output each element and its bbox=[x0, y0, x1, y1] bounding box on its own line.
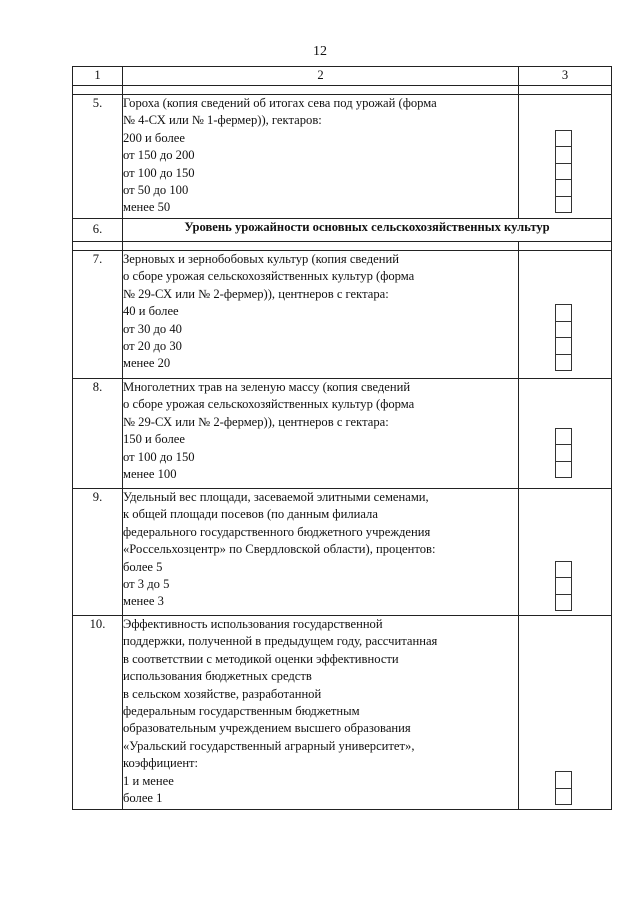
text-line: о сборе урожая сельскохозяйственных культур (форма bbox=[123, 269, 415, 284]
text-line: № 29-СХ или № 2-фермер)), центнеров с гектара: bbox=[123, 414, 389, 429]
checkbox[interactable] bbox=[555, 461, 572, 478]
text-line: Эффективность использования государственной bbox=[123, 617, 383, 631]
checkbox[interactable] bbox=[555, 561, 572, 578]
text-line: в сельском хозяйстве, разработанной bbox=[123, 686, 322, 701]
checkbox[interactable] bbox=[555, 428, 572, 445]
checkbox[interactable] bbox=[555, 444, 572, 461]
checkbox[interactable] bbox=[555, 196, 572, 213]
option-label: 150 и более bbox=[123, 432, 185, 447]
checkbox[interactable] bbox=[555, 337, 572, 354]
header-col-1: 1 bbox=[73, 67, 123, 86]
option-label: от 150 до 200 bbox=[123, 148, 195, 163]
checkbox-cell bbox=[519, 251, 612, 379]
row-text bbox=[123, 616, 519, 810]
criteria-table bbox=[72, 66, 612, 810]
row-text bbox=[123, 251, 519, 379]
text-line: поддержки, полученной в предыдущем году, рассчитанная bbox=[123, 634, 438, 649]
row-text bbox=[123, 379, 519, 489]
text-line: № 29-СХ или № 2-фермер)), центнеров с гектара: bbox=[123, 286, 389, 301]
text-line: в соответствии с методикой оценки эффективности bbox=[123, 651, 399, 666]
row-text bbox=[123, 489, 519, 616]
checkbox-cell bbox=[519, 95, 612, 219]
checkbox[interactable] bbox=[555, 179, 572, 196]
option-label: более 5 bbox=[123, 559, 163, 574]
checkbox[interactable] bbox=[555, 771, 572, 788]
text-line: Удельный вес площади, засеваемой элитными семенами, bbox=[123, 490, 429, 504]
checkbox[interactable] bbox=[555, 354, 572, 371]
row-number: 10. bbox=[73, 616, 123, 810]
option-label: менее 100 bbox=[123, 467, 177, 482]
table-row bbox=[73, 616, 612, 810]
checkbox-cell bbox=[519, 379, 612, 489]
text-line: коэффициент: bbox=[123, 756, 199, 771]
checkbox[interactable] bbox=[555, 146, 572, 163]
table-row bbox=[73, 489, 612, 616]
section-heading: Уровень урожайности основных сельскохозяйственных культур bbox=[123, 219, 612, 242]
option-label: 40 и более bbox=[123, 304, 179, 319]
row-number: 9. bbox=[73, 489, 123, 616]
checkbox[interactable] bbox=[555, 788, 572, 805]
text-line: «Россельхозцентр» по Свердловской области), процентов: bbox=[123, 542, 436, 557]
option-label: менее 50 bbox=[123, 200, 171, 215]
checkbox[interactable] bbox=[555, 577, 572, 594]
option-label: от 3 до 5 bbox=[123, 577, 170, 592]
option-label: более 1 bbox=[123, 791, 163, 806]
option-label: менее 20 bbox=[123, 356, 171, 371]
text-line: к общей площади посевов (по данным филиала bbox=[123, 507, 378, 522]
row-number: 5. bbox=[73, 95, 123, 219]
option-label: от 50 до 100 bbox=[123, 183, 189, 198]
checkbox[interactable] bbox=[555, 304, 572, 321]
option-label: 1 и менее bbox=[123, 773, 174, 788]
option-label: от 30 до 40 bbox=[123, 321, 182, 336]
section-heading-row bbox=[73, 219, 612, 242]
row-number: 6. bbox=[73, 219, 123, 242]
row-text bbox=[123, 95, 519, 219]
text-line: «Уральский государственный аграрный университет», bbox=[123, 738, 415, 753]
row-number: 7. bbox=[73, 251, 123, 379]
option-label: 200 и более bbox=[123, 130, 185, 145]
text-line: Гороха (копия сведений об итогах сева под урожай (форма bbox=[123, 96, 437, 110]
header-col-2: 2 bbox=[123, 67, 519, 86]
table-row bbox=[73, 95, 612, 219]
text-line: образовательным учреждением высшего образования bbox=[123, 721, 411, 736]
option-label: менее 3 bbox=[123, 594, 164, 609]
text-line: федеральным государственным бюджетным bbox=[123, 704, 360, 719]
checkbox-cell bbox=[519, 616, 612, 810]
checkbox-cell bbox=[519, 489, 612, 616]
row-number: 8. bbox=[73, 379, 123, 489]
text-line: федерального государственного бюджетного учреждения bbox=[123, 524, 431, 539]
text-line: Многолетних трав на зеленую массу (копия сведений bbox=[123, 380, 411, 394]
text-line: использования бюджетных средств bbox=[123, 669, 312, 684]
text-line: № 4-СХ или № 1-фермер)), гектаров: bbox=[123, 113, 322, 128]
table-row bbox=[73, 251, 612, 379]
option-label: от 20 до 30 bbox=[123, 339, 182, 354]
checkbox[interactable] bbox=[555, 130, 572, 147]
text-line: о сборе урожая сельскохозяйственных культур (форма bbox=[123, 397, 415, 412]
spacer-row bbox=[73, 242, 612, 251]
checkbox[interactable] bbox=[555, 594, 572, 611]
option-label: от 100 до 150 bbox=[123, 449, 195, 464]
page-number: 12 bbox=[313, 44, 327, 59]
spacer-row bbox=[73, 86, 612, 95]
text-line: Зерновых и зернобобовых культур (копия сведений bbox=[123, 252, 399, 266]
checkbox[interactable] bbox=[555, 321, 572, 338]
header-col-3: 3 bbox=[519, 67, 612, 86]
table-header-row bbox=[73, 67, 612, 86]
option-label: от 100 до 150 bbox=[123, 165, 195, 180]
table-row bbox=[73, 379, 612, 489]
checkbox[interactable] bbox=[555, 163, 572, 180]
